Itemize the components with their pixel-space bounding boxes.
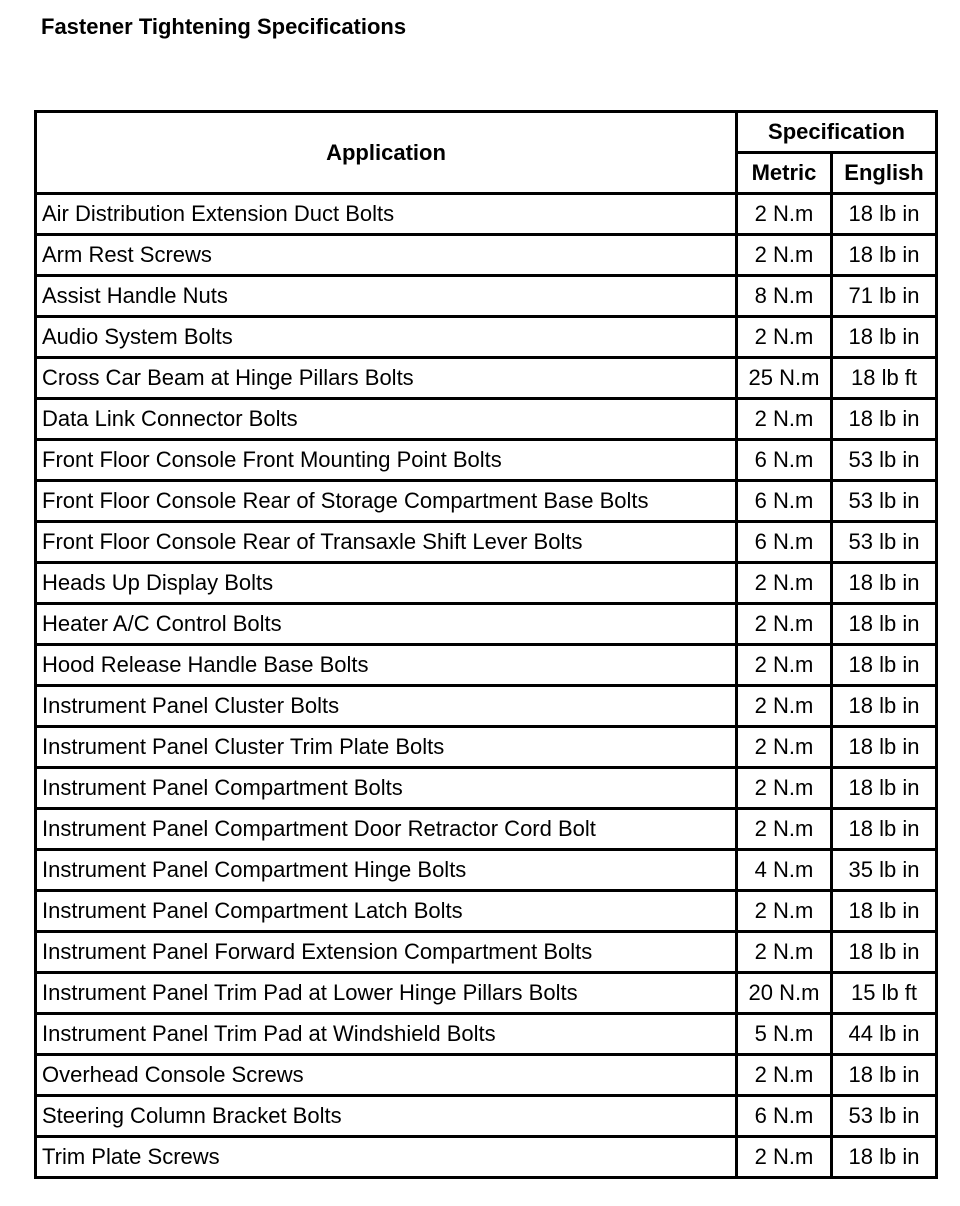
table-row <box>36 1014 937 1055</box>
cell-english: 18 lb ft <box>832 358 937 399</box>
cell-application: Instrument Panel Compartment Door Retractor Cord Bolt <box>36 809 737 850</box>
cell-metric: 2 N.m <box>737 235 832 276</box>
table-row <box>36 358 937 399</box>
header-application: Application <box>36 112 737 194</box>
table-row <box>36 317 937 358</box>
cell-metric: 2 N.m <box>737 563 832 604</box>
table-row <box>36 645 937 686</box>
cell-application: Air Distribution Extension Duct Bolts <box>36 194 737 235</box>
table-row <box>36 276 937 317</box>
table-row <box>36 973 937 1014</box>
cell-metric: 2 N.m <box>737 194 832 235</box>
cell-english: 53 lb in <box>832 481 937 522</box>
cell-metric: 2 N.m <box>737 932 832 973</box>
cell-english: 18 lb in <box>832 317 937 358</box>
table-row <box>36 481 937 522</box>
cell-english: 53 lb in <box>832 1096 937 1137</box>
cell-application: Front Floor Console Front Mounting Point Bolts <box>36 440 737 481</box>
cell-metric: 2 N.m <box>737 1137 832 1178</box>
cell-application: Instrument Panel Compartment Hinge Bolts <box>36 850 737 891</box>
page-title: Fastener Tightening Specifications <box>41 14 407 39</box>
cell-metric: 2 N.m <box>737 727 832 768</box>
cell-english: 18 lb in <box>832 399 937 440</box>
cell-english: 35 lb in <box>832 850 937 891</box>
cell-english: 44 lb in <box>832 1014 937 1055</box>
cell-application: Instrument Panel Cluster Trim Plate Bolts <box>36 727 737 768</box>
header-english: English <box>832 153 937 194</box>
cell-metric: 6 N.m <box>737 481 832 522</box>
cell-application: Steering Column Bracket Bolts <box>36 1096 737 1137</box>
cell-metric: 2 N.m <box>737 768 832 809</box>
cell-application: Heads Up Display Bolts <box>36 563 737 604</box>
table-row <box>36 563 937 604</box>
cell-metric: 5 N.m <box>737 1014 832 1055</box>
cell-application: Overhead Console Screws <box>36 1055 737 1096</box>
cell-english: 18 lb in <box>832 1137 937 1178</box>
table-row <box>36 235 937 276</box>
cell-application: Cross Car Beam at Hinge Pillars Bolts <box>36 358 737 399</box>
cell-application: Instrument Panel Trim Pad at Windshield Bolts <box>36 1014 737 1055</box>
cell-metric: 2 N.m <box>737 809 832 850</box>
cell-application: Instrument Panel Compartment Bolts <box>36 768 737 809</box>
cell-application: Data Link Connector Bolts <box>36 399 737 440</box>
spec-table <box>34 110 938 1179</box>
cell-metric: 2 N.m <box>737 686 832 727</box>
cell-english: 18 lb in <box>832 891 937 932</box>
cell-metric: 4 N.m <box>737 850 832 891</box>
table-row <box>36 522 937 563</box>
cell-application: Audio System Bolts <box>36 317 737 358</box>
cell-metric: 6 N.m <box>737 522 832 563</box>
cell-application: Instrument Panel Compartment Latch Bolts <box>36 891 737 932</box>
cell-application: Hood Release Handle Base Bolts <box>36 645 737 686</box>
cell-application: Trim Plate Screws <box>36 1137 737 1178</box>
table-row <box>36 727 937 768</box>
cell-english: 18 lb in <box>832 768 937 809</box>
cell-application: Front Floor Console Rear of Transaxle Shift Lever Bolts <box>36 522 737 563</box>
cell-metric: 2 N.m <box>737 891 832 932</box>
cell-english: 18 lb in <box>832 932 937 973</box>
cell-metric: 20 N.m <box>737 973 832 1014</box>
table-row <box>36 686 937 727</box>
table-row <box>36 1096 937 1137</box>
cell-application: Instrument Panel Forward Extension Compartment Bolts <box>36 932 737 973</box>
table-row <box>36 194 937 235</box>
table-row <box>36 440 937 481</box>
cell-metric: 8 N.m <box>737 276 832 317</box>
cell-english: 18 lb in <box>832 686 937 727</box>
cell-application: Arm Rest Screws <box>36 235 737 276</box>
cell-metric: 2 N.m <box>737 1055 832 1096</box>
cell-application: Front Floor Console Rear of Storage Compartment Base Bolts <box>36 481 737 522</box>
cell-english: 18 lb in <box>832 604 937 645</box>
cell-english: 18 lb in <box>832 727 937 768</box>
cell-application: Instrument Panel Cluster Bolts <box>36 686 737 727</box>
table-row <box>36 891 937 932</box>
cell-application: Assist Handle Nuts <box>36 276 737 317</box>
table-row <box>36 1055 937 1096</box>
cell-metric: 2 N.m <box>737 399 832 440</box>
cell-application: Heater A/C Control Bolts <box>36 604 737 645</box>
cell-english: 15 lb ft <box>832 973 937 1014</box>
table-body <box>36 194 937 1178</box>
cell-application: Instrument Panel Trim Pad at Lower Hinge Pillars Bolts <box>36 973 737 1014</box>
cell-metric: 2 N.m <box>737 604 832 645</box>
cell-english: 18 lb in <box>832 645 937 686</box>
cell-metric: 6 N.m <box>737 440 832 481</box>
table-row <box>36 399 937 440</box>
table-row <box>36 809 937 850</box>
cell-metric: 25 N.m <box>737 358 832 399</box>
cell-metric: 6 N.m <box>737 1096 832 1137</box>
table-row <box>36 768 937 809</box>
cell-english: 71 lb in <box>832 276 937 317</box>
cell-english: 18 lb in <box>832 563 937 604</box>
cell-english: 53 lb in <box>832 522 937 563</box>
table-row <box>36 604 937 645</box>
table-row <box>36 850 937 891</box>
cell-english: 53 lb in <box>832 440 937 481</box>
table-row <box>36 932 937 973</box>
cell-metric: 2 N.m <box>737 645 832 686</box>
cell-english: 18 lb in <box>832 235 937 276</box>
cell-english: 18 lb in <box>832 1055 937 1096</box>
cell-metric: 2 N.m <box>737 317 832 358</box>
table-row <box>36 1137 937 1178</box>
header-specification: Specification <box>737 112 937 153</box>
cell-english: 18 lb in <box>832 809 937 850</box>
header-metric: Metric <box>737 153 832 194</box>
cell-english: 18 lb in <box>832 194 937 235</box>
